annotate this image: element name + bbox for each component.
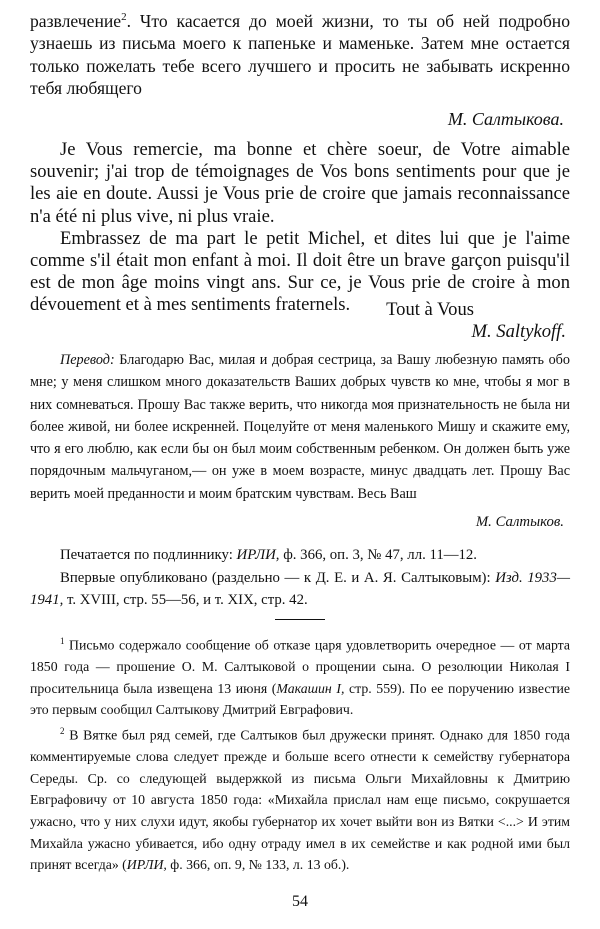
translation-label: Перевод: (60, 352, 115, 368)
signature-russian: М. Салтыкова. (447, 109, 564, 129)
source-line-2: Впервые опубликовано (раздельно — к Д. Е. и А. Я. Салтыковым): Изд. 1933—1941, т. XVIII, стр. 55—56, и т. XIX, стр. 42. (30, 569, 570, 608)
letter-russian-text: развлечение$^2$. Что касается до моей жизни, то ты об ней подробно узнаешь из письма моего к папеньке и маменьке. Затем мне остается только пожелать тебе всего лучшего и просить не забывать искренно тебя любящего (30, 10, 570, 99)
footnote-2: $^2$ В Вятке был ряд семей, где Салтыков был дружески принят. Однако для 1850 года комментируемые слова следует прежде и больше всего отнести к семейству губернатора Середы. Ср. со следующей выдержкой из письма Ольги Михайловны к Дмитрию Евграфовичу от 10 августа 1850 года: «Михайла прислал нам еще письмо, сокрушается ужасно, что у них слухи идут, якобы губернатор их хочет выйти вон из Вятки <...> И этим Михайла ужасно убивается, ибо одну отраду имел в их семействе и как родной ими был принят всегда» (ИРЛИ, ф. 366, оп. 9, № 133, л. 13 об.). (30, 725, 570, 873)
french-closing: Tout à Vous (386, 299, 474, 320)
footnote-divider (275, 619, 325, 620)
french-paragraph-2: Embrassez de ma part le petit Michel, et dites lui que je l'aime comme s'il était mon enfant à moi. Il doit être un brave garçon puisqu'il est de mon âge moins vingt ans. Sur ce, je Vous prie de croire à mon dévouement et à mes sentiments fraternels. (30, 227, 570, 316)
footnote-ref-2: 2 (121, 11, 127, 23)
page-number: 54 (292, 893, 308, 910)
source-note (30, 544, 570, 612)
translation-signature: М. Салтыков. (475, 514, 564, 530)
french-paragraph-1: Je Vous remercie, ma bonne et chère soeur, de Votre aimable souvenir; j'ai trop de témoignages de Vos bons sentiments pour que je les aie en doute. Aussi je Vous prie de croire que jamais reconnaissance n'a été ni plus vive, ni plus vraie. (30, 139, 570, 227)
letter-french (30, 139, 570, 317)
source-line-1: Печатается по подлиннику: ИРЛИ, ф. 366, оп. 3, № 47, лл. 11—12. (60, 547, 478, 563)
translation-text: Благодарю Вас, милая и добрая сестрица, за Вашу любезную память обо мне; у меня слишком много доказательств Ваших добрых чувств ко мне, чтобы я мог в них сомневаться. Прошу Вас также верить, что никогда моя признательность не была ни более живой, ни более искренней. Поцелуйте от меня маленького Мишу и скажите ему, что я его люблю, как если бы он был моим собственным ребенком. Он должен быть уже порядочным мальчуганом,— он уже в моем возрасте, минус двадцать лет. Прошу Вас верить моей преданности и моим братским чувствам. Весь Ваш (30, 352, 570, 502)
french-signature: M. Saltykoff. (471, 321, 566, 342)
footnote-1: $^1$ Письмо содержало сообщение об отказе царя удовлетворить очередное — от марта 1850 года — прошение О. М. Салтыковой о прощении сына. О резолюции Николая I просительница была извещена 13 июня (Макашин I, стр. 559). По ее поручению известие это первым сообщил Салтыкову Дмитрий Евграфович. (30, 636, 570, 718)
translation-paragraph (30, 349, 570, 505)
footnotes (30, 631, 570, 876)
